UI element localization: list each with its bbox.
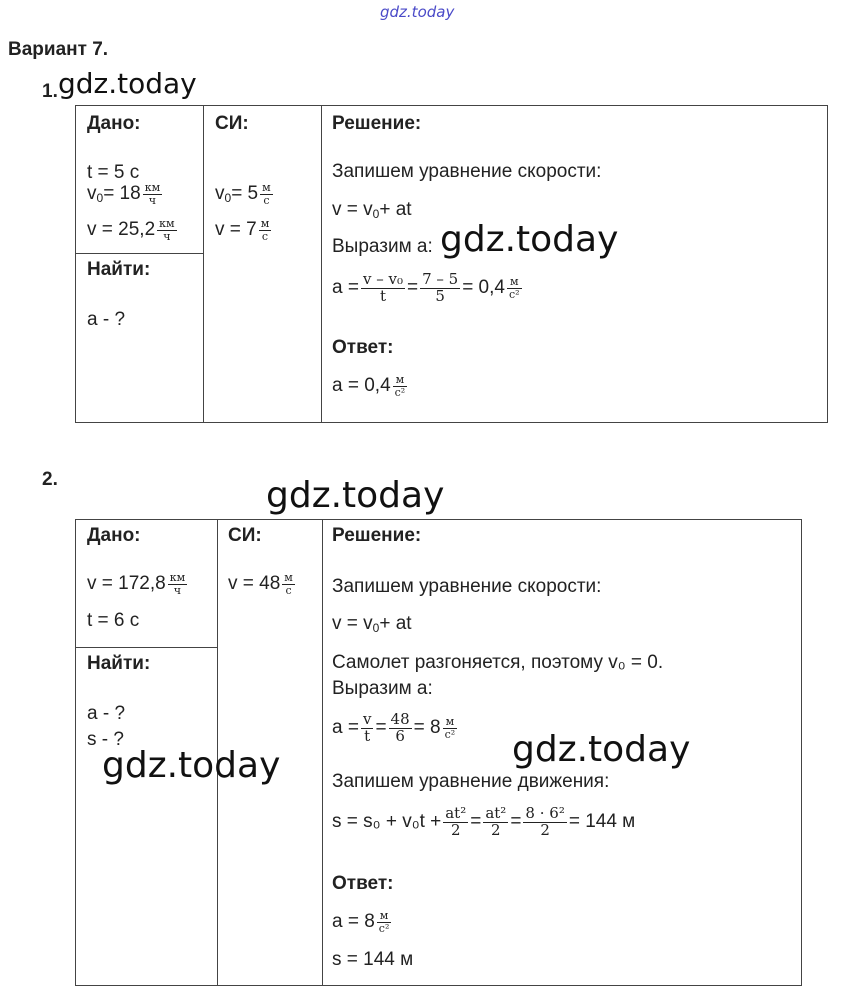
answer-heading: Ответ:	[332, 873, 394, 894]
unit-ms: $\frac{м}{с}$	[284, 571, 293, 597]
fraction: $\frac{v}{t}$	[362, 710, 372, 745]
problem-1-table	[75, 105, 828, 423]
find-heading: Найти:	[87, 259, 151, 280]
solution-heading: Решение:	[332, 113, 422, 134]
given-v0: v 0 = 18 $\frac{км}{ч}$	[87, 181, 161, 207]
unit-kmh: $\frac{км}{ч}$	[169, 571, 186, 597]
given-heading: Дано:	[87, 113, 141, 134]
problem-2-number: 2.	[42, 469, 58, 490]
unit-ms2: $\frac{м}{\text{с²}}$	[444, 715, 456, 741]
watermark-4: gdz.today	[512, 729, 691, 770]
answer-a: a = 0,4 $\frac{м}{\text{с²}}$	[332, 373, 406, 399]
answer-s: s = 144 м	[332, 949, 414, 970]
unit-ms: $\frac{м}{с}$	[260, 217, 270, 243]
find-heading: Найти:	[87, 653, 151, 674]
velocity-equation: v = v 0 + at	[332, 613, 412, 635]
watermark-1: gdz.today	[58, 67, 197, 100]
find-a: a - ?	[87, 309, 126, 330]
answer-heading: Ответ:	[332, 337, 394, 358]
motion-calc: s = s₀ + v₀t + $\frac{\text{at²}}{2}$ = $\frac{\text{at²}}{2}$ = $\frac{\text{8 · 6²}}{2}$ = 144 м	[332, 804, 636, 839]
given-v: v = 25,2 $\frac{км}{ч}$	[87, 217, 175, 243]
fraction: $\frac{7 - 5}{5}$	[422, 270, 459, 305]
watermark-2: gdz.today	[440, 219, 619, 260]
given-v: v = 172,8 $\frac{км}{ч}$	[87, 571, 186, 597]
si-v0: v 0 = 5 $\frac{м}{с}$	[215, 181, 271, 207]
fraction: $\frac{48}{6}$	[390, 710, 410, 745]
solution-step-1: Запишем уравнение скорости:	[332, 576, 602, 597]
fraction: $\frac{\text{at²}}{2}$	[485, 804, 507, 839]
page-title: Вариант 7.	[8, 39, 109, 60]
acceleration-calc: a = $\frac{v}{t}$ = $\frac{48}{6}$ = 8 $\frac{м}{\text{с²}}$	[332, 710, 456, 745]
si-v: v = 7 $\frac{м}{с}$	[215, 217, 270, 243]
unit-kmh: $\frac{км}{ч}$	[144, 181, 161, 207]
unit-ms2: $\frac{м}{\text{с²}}$	[394, 373, 406, 399]
si-heading: СИ:	[228, 525, 262, 546]
si-v: v = 48 $\frac{м}{с}$	[228, 571, 293, 597]
answer-a: a = 8 $\frac{м}{\text{с²}}$	[332, 909, 390, 935]
acceleration-calc: a = $\frac{\text{v – v₀}}{t}$ = $\frac{7 - 5}{5}$ = 0,4 $\frac{м}{\text{с²}}$	[332, 270, 520, 305]
given-t: t = 5 c	[87, 162, 140, 183]
watermark-3: gdz.today	[266, 475, 445, 516]
fraction: $\frac{\text{at²}}{2}$	[445, 804, 467, 839]
solution-step-4: Запишем уравнение движения:	[332, 771, 610, 792]
watermark-5: gdz.today	[102, 745, 281, 786]
velocity-equation: v = v 0 + at	[332, 199, 412, 221]
watermark-top: gdz.today	[380, 3, 455, 21]
fraction: $\frac{\text{v – v₀}}{t}$	[362, 270, 403, 305]
unit-ms2: $\frac{м}{\text{с²}}$	[378, 909, 390, 935]
solution-heading: Решение:	[332, 525, 422, 546]
unit-ms: $\frac{м}{с}$	[262, 181, 271, 207]
find-s: s - ?	[87, 729, 124, 750]
find-a: a - ?	[87, 703, 126, 724]
solution-step-3: Выразим a:	[332, 678, 433, 699]
unit-kmh: $\frac{км}{ч}$	[159, 217, 175, 243]
si-heading: СИ:	[215, 113, 249, 134]
solution-step-1: Запишем уравнение скорости:	[332, 161, 602, 182]
solution-step-2: Выразим a:	[332, 236, 433, 257]
solution-step-2: Самолет разгоняется, поэтому v₀ = 0.	[332, 652, 664, 673]
fraction: $\frac{\text{8 · 6²}}{2}$	[525, 804, 565, 839]
given-heading: Дано:	[87, 525, 141, 546]
unit-ms2: $\frac{м}{\text{с²}}$	[508, 275, 520, 301]
given-t: t = 6 c	[87, 610, 140, 631]
problem-1-number: 1.	[42, 81, 58, 102]
